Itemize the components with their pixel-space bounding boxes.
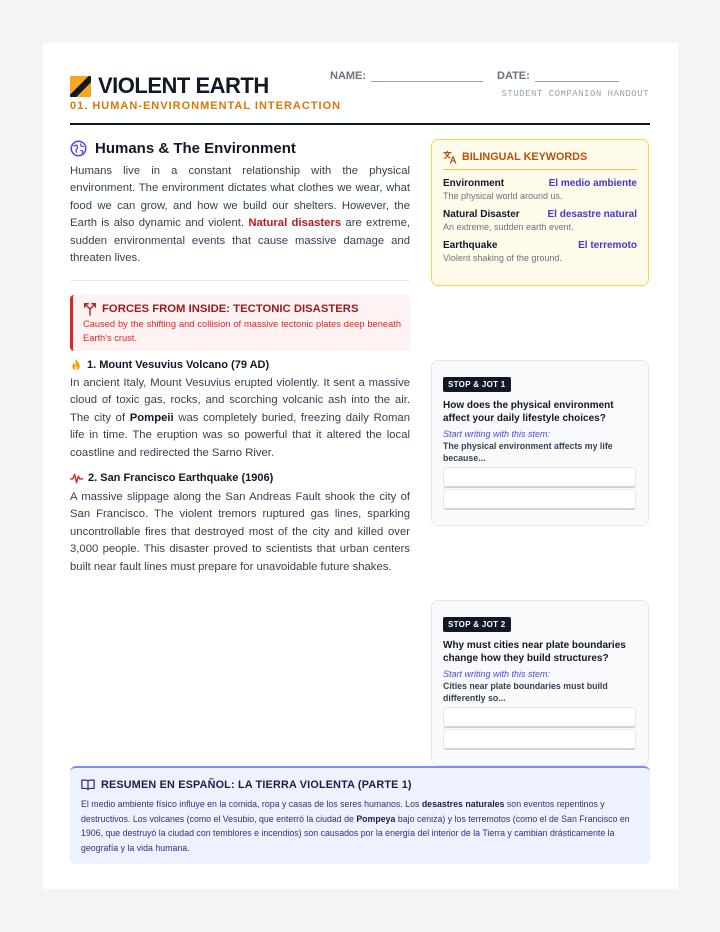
keyword-spanish: El medio ambiente <box>548 178 637 189</box>
intro-heading <box>70 140 296 157</box>
summary-title: RESUMEN EN ESPAÑOL: LA TIERRA VIOLENTA (PARTE 1) <box>101 778 412 791</box>
pompeii-highlight: Pompeii <box>129 411 174 424</box>
event-vesuvius-title: 1. Mount Vesuvius Volcano (79 AD) <box>87 358 270 371</box>
tectonic-title: FORCES FROM INSIDE: TECTONIC DISASTERS <box>102 303 359 315</box>
jot-stem: Cities near plate boundaries must build differently so... <box>443 681 608 703</box>
globe-icon <box>70 140 87 157</box>
natural-disasters-highlight: Natural disasters <box>248 217 342 230</box>
name-field[interactable] <box>330 70 483 82</box>
keyword-item <box>443 209 637 232</box>
date-label: DATE: <box>497 70 530 82</box>
date-field[interactable] <box>497 70 619 82</box>
fault-split-icon <box>83 302 97 316</box>
keyword-item <box>443 178 637 201</box>
jot-stem: The physical environment affects my life because... <box>443 441 613 463</box>
event-sf-text: A massive slippage along the San Andreas Fault shook the city of San Francisco. The violent tremors ruptured gas lines, sparking uncontrollable fires that destroyed most of the city and killed over 3,000 people. This disaster proved to scientists that urban centers built near fault lines must prepare for unavoidable future shakes. <box>70 491 410 573</box>
stop-and-jot-2 <box>431 600 649 766</box>
keyword-english: Earthquake <box>443 240 498 251</box>
jot-badge: STOP & JOT 2 <box>443 617 511 632</box>
jot-stem-label: Start writing with this stem: <box>443 669 551 679</box>
keyword-definition: Violent shaking of the ground. <box>443 253 562 263</box>
brand-logo-icon <box>70 76 91 97</box>
date-line[interactable] <box>535 70 619 82</box>
pompeya-highlight: Pompeya <box>356 813 396 824</box>
section-divider <box>70 280 410 281</box>
jot-question: Why must cities near plate boundaries change how they build structures? <box>443 640 626 664</box>
jot-stem-label: Start writing with this stem: <box>443 429 551 439</box>
stop-and-jot-1 <box>431 360 649 526</box>
page-title: VIOLENT EARTH <box>98 73 269 98</box>
jot-question: How does the physical environment affect your daily lifestyle choices? <box>443 400 614 424</box>
jot-badge: STOP & JOT 1 <box>443 377 511 392</box>
fire-icon <box>70 358 82 371</box>
tectonic-callout <box>70 295 410 351</box>
event-vesuvius-text: In ancient Italy, Mount Vesuvius erupted violently. It sent a massive cloud of toxic gas, rocks, and scorching volcanic ash into the air. The city of Pompeii was completely buried, freezing daily Roman life in time. The eruption was so powerful that it altered the local coastline and redirected the Sarno River. <box>70 377 410 459</box>
handout-page <box>43 43 678 889</box>
tectonic-description: Caused by the shifting and collision of massive tectonic plates deep beneath Earth's crust. <box>83 319 401 343</box>
keyword-english: Natural Disaster <box>443 209 520 220</box>
intro-paragraph: Humans live in a constant relationship with the physical environment. The environment dictates what clothes we wear, what food we can grow, and how we build our shelters. However, the Earth is also dynamic and violent. Natural disasters are extreme, sudden environmental events that cause massive damage and threaten lives. <box>70 165 410 265</box>
keyword-english: Environment <box>443 178 505 189</box>
seismic-wave-icon <box>70 472 83 484</box>
name-label: NAME: <box>330 70 367 82</box>
companion-label: STUDENT COMPANION HANDOUT <box>501 89 649 99</box>
keyword-definition: An extreme, sudden earth event. <box>443 222 574 232</box>
bilingual-keywords-box <box>431 139 649 286</box>
event-vesuvius-heading <box>70 358 269 371</box>
jot-answer-line[interactable] <box>443 489 636 510</box>
brand <box>70 73 269 99</box>
translate-icon <box>443 150 457 164</box>
lesson-subtitle: 01. HUMAN-ENVIRONMENTAL INTERACTION <box>70 100 342 112</box>
keyword-spanish: El terremoto <box>578 240 637 251</box>
desastres-highlight: desastres naturales <box>421 799 505 809</box>
keywords-title: BILINGUAL KEYWORDS <box>462 151 588 163</box>
spanish-summary <box>70 766 650 864</box>
name-line[interactable] <box>371 70 483 82</box>
jot-answer-line[interactable] <box>443 707 636 728</box>
jot-answer-line[interactable] <box>443 729 636 750</box>
header-rule <box>70 123 650 125</box>
open-book-icon <box>81 778 95 791</box>
jot-answer-line[interactable] <box>443 467 636 488</box>
event-sf-title: 2. San Francisco Earthquake (1906) <box>88 472 274 484</box>
keyword-item <box>443 240 637 263</box>
event-sf-heading <box>70 472 273 484</box>
keyword-spanish: El desastre natural <box>547 209 637 220</box>
intro-title: Humans & The Environment <box>95 140 296 157</box>
keyword-definition: The physical world around us. <box>443 191 563 201</box>
summary-text: El medio ambiente físico influye en la comida, ropa y casas de los seres humanos. Los desastres naturales son eventos repentinos y destructivos. Los volcanes (como el Vesubio, que enterró la ciudad de Pompeya bajo ceniza) y los terremotos (como el de San Francisco en 1906, que destruyó la ciudad con temblores e incendios) son causados por la energía del interior de la Tierra y cambian drásticamente la geografía y la vida humana. <box>81 799 630 853</box>
